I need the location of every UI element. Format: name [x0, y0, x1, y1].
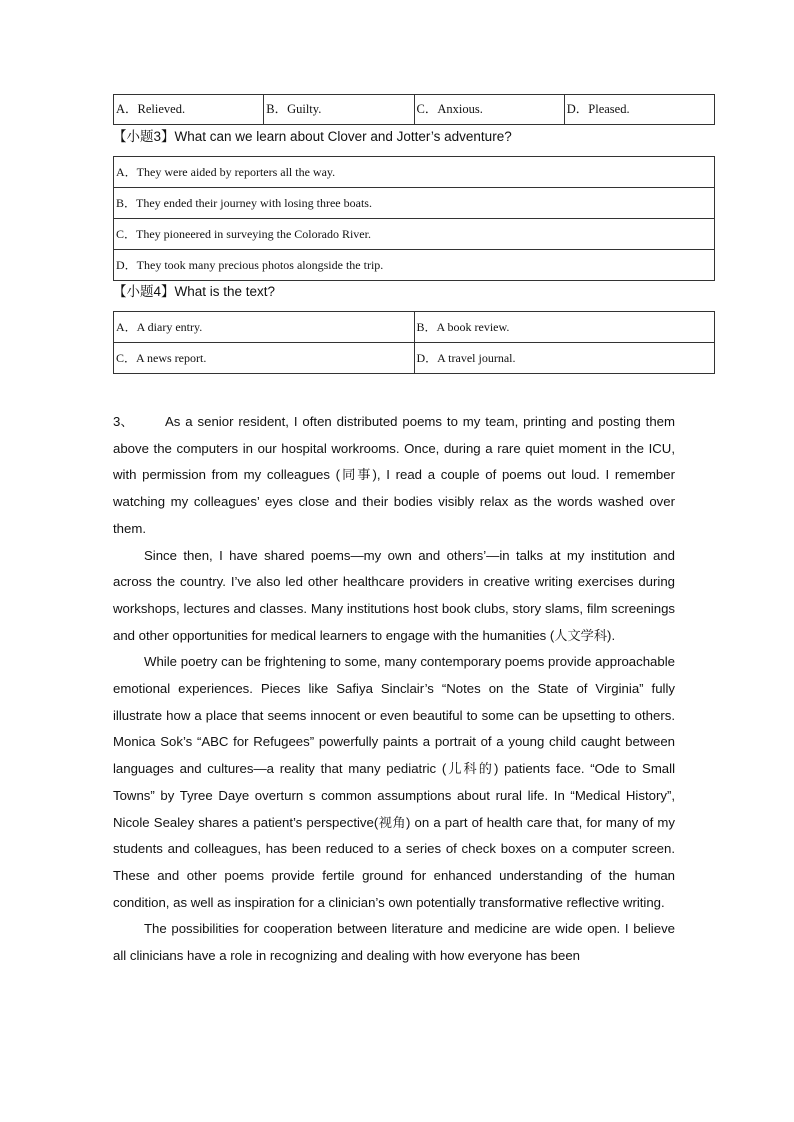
- q3-option-d[interactable]: D．They took many precious photos alongside the trip.: [116, 258, 384, 272]
- q3-option-b[interactable]: B．They ended their journey with losing three boats.: [114, 188, 714, 219]
- q3-prompt: 【小题3】What can we learn about Clover and Jotter’s adventure?: [113, 129, 512, 144]
- reading-passage: [113, 409, 675, 970]
- q4-option-d[interactable]: D．A travel journal.: [416, 351, 516, 365]
- q3-option-a[interactable]: A．They were aided by reporters all the way.: [114, 157, 714, 188]
- q2-option-d[interactable]: D．Pleased.: [566, 102, 630, 116]
- passage-number: 3、: [113, 414, 134, 429]
- q4-option-b[interactable]: B．A book review.: [416, 320, 510, 334]
- paragraph-text: As a senior resident, I often distributed poems to my team, printing and posting them above the computers in our hospital workrooms. Once, during a rare quiet moment in the ICU, with permission from my colleagues (同事), I read a couple of poems out loud. I remember watching my colleagues’ eyes close and their bodies visibly relax as the words washed over them.: [113, 414, 675, 536]
- q4-option-a[interactable]: A．A diary entry.: [114, 312, 415, 342]
- q4-option-c[interactable]: C．A news report.: [114, 343, 415, 373]
- passage-paragraph: [113, 409, 675, 543]
- q3-option-c[interactable]: C．They pioneered in surveying the Colorado River.: [114, 219, 714, 250]
- passage-paragraph: While poetry can be frightening to some, many contemporary poems provide approachable emotional experiences. Pieces like Safiya Sinclair’s “Notes on the State of Virginia” fully illustrate how a place that seems innocent or even beautiful to some can be upsetting to others. Monica Sok’s “ABC for Refugees” powerfully paints a portrait of a young child caught between languages and cultures—a reality that many pediatric (儿科的) patients face. “Ode to Small Towns” by Tyree Daye overturn s common assumptions about rural life. In “Medical History”, Nicole Sealey shares a patient’s perspective(视角) on a part of health care that, for many of my students and colleagues, has been reduced to a series of check boxes on a computer screen. These and other poems provide fertile ground for enhanced understanding of the human condition, as well as inspiration for a clinician’s own potentially transformative reflective writing.: [113, 654, 675, 910]
- q4-prompt: 【小题4】What is the text?: [113, 284, 276, 299]
- q4-options-row: [114, 312, 714, 343]
- q4-options-row: [114, 343, 714, 373]
- q2-option-b[interactable]: B．Guilty.: [264, 95, 414, 124]
- q4-options-table: [113, 311, 715, 374]
- passage-paragraph: Since then, I have shared poems—my own and others’—in talks at my institution and across the country. I’ve also led other healthcare providers in creative writing exercises during workshops, lectures and classes. Many institutions host book clubs, story slams, film screenings and other opportunities for medical learners to engage with the humanities (人文学科).: [113, 547, 675, 643]
- q2-option-c[interactable]: C．Anxious.: [415, 95, 565, 124]
- q2-option-a[interactable]: A．Relieved.: [114, 95, 264, 124]
- q2-options-table: [113, 94, 715, 125]
- passage-paragraph: The possibilities for cooperation between literature and medicine are wide open. I believe all clinicians have a role in recognizing and dealing with how everyone has been: [113, 921, 675, 964]
- q3-options-table: [113, 156, 715, 281]
